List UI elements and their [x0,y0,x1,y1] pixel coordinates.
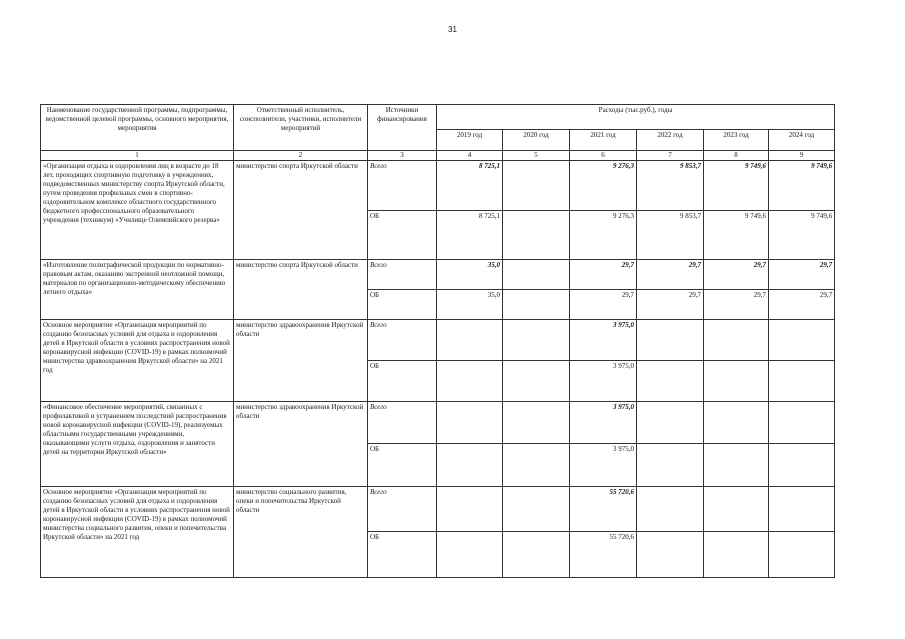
value-2020-ob [503,290,570,320]
source-total-label: Всего [368,320,437,361]
value-2021-ob: 55 720,6 [570,532,637,578]
header-responsible: Ответственный исполнитель, соисполнители, участники, исполнители мероприятий [234,105,368,151]
value-2020-total [503,161,570,211]
source-ob-label: ОБ [368,532,437,578]
activity-name: «Финансовое обеспечение мероприятий, связанных с профилактикой и устранением последствий распространения новой коронавирусной инфекции (COVID-19), реализуемых областными государственными учреждениями, оказывающими услуги отдыха, оздоровления и занятости детей на территории Иркутской области» [41,402,234,487]
responsible-executor: министерство здравоохранения Иркутской области [234,402,368,487]
value-2021-total: 55 720,6 [570,487,637,532]
value-2019-ob: 35,0 [437,290,503,320]
value-2024-ob [769,532,835,578]
source-total-label: Всего [368,161,437,211]
source-total-label: Всего [368,402,437,444]
column-number: 1 [41,151,234,161]
value-2021-ob: 9 276,3 [570,211,637,260]
header-year: 2023 год [704,130,769,151]
value-2021-total: 3 975,0 [570,402,637,444]
activity-name: «Изготовление полиграфической продукции по нормативно-правовым актам, оказанию экстренной неотложной помощи, материалов по организационно-методическому обеспечению летнего отдыха» [41,260,234,320]
table-row [41,260,835,290]
value-2019-ob [437,444,503,487]
value-2022-ob: 9 853,7 [637,211,704,260]
value-2020-ob [503,361,570,402]
value-2022-ob [637,361,704,402]
value-2024-ob: 29,7 [769,290,835,320]
column-number: 2 [234,151,368,161]
value-2021-total: 3 975,0 [570,320,637,361]
value-2022-total: 29,7 [637,260,704,290]
responsible-executor: министерство здравоохранения Иркутской области [234,320,368,402]
value-2023-total [704,402,769,444]
source-total-label: Всего [368,260,437,290]
value-2021-ob: 3 975,0 [570,444,637,487]
source-ob-label: ОБ [368,444,437,487]
responsible-executor: министерство спорта Иркутской области [234,260,368,320]
value-2023-ob [704,532,769,578]
table-row [41,161,835,211]
value-2022-ob [637,532,704,578]
value-2022-total [637,487,704,532]
value-2019-total: 8 725,1 [437,161,503,211]
header-year: 2024 год [769,130,835,151]
column-number: 4 [437,151,503,161]
value-2024-ob [769,444,835,487]
page-number: 31 [448,25,457,34]
value-2023-ob [704,444,769,487]
column-number: 5 [503,151,570,161]
value-2021-ob: 29,7 [570,290,637,320]
table-row [41,320,835,361]
value-2023-ob: 9 749,6 [704,211,769,260]
value-2024-total: 9 749,6 [769,161,835,211]
source-ob-label: ОБ [368,211,437,260]
value-2023-ob: 29,7 [704,290,769,320]
value-2020-total [503,402,570,444]
value-2024-total [769,402,835,444]
column-number: 9 [769,151,835,161]
value-2020-total [503,487,570,532]
header-year: 2021 год [570,130,637,151]
column-number: 6 [570,151,637,161]
header-sources: Источники финансирования [368,105,437,151]
value-2022-total [637,320,704,361]
column-number: 8 [704,151,769,161]
table-row [41,402,835,444]
value-2021-total: 9 276,3 [570,161,637,211]
value-2022-total: 9 853,7 [637,161,704,211]
expenses-table [40,104,835,578]
table-row [41,487,835,532]
value-2021-ob: 3 975,0 [570,361,637,402]
activity-name: Основное мероприятие «Организация мероприятий по созданию безопасных условий для отдыха и оздоровления детей в Иркутской области в условиях распространения новой коронавирусной инфекции (COVID-19) в рамках полномочий министерства здравоохранения Иркутской области» на 2021 год [41,320,234,402]
value-2022-total [637,402,704,444]
activity-name: Основное мероприятие «Организация мероприятий по созданию безопасных условий для отдыха и оздоровления детей в Иркутской области в условиях распространения новой коронавирусной инфекции (COVID-19) в рамках полномочий министерства социального развития, опеки и попечительства Иркутской области» на 2021 год [41,487,234,578]
value-2020-ob [503,532,570,578]
value-2023-total: 9 749,6 [704,161,769,211]
source-ob-label: ОБ [368,290,437,320]
value-2019-ob [437,532,503,578]
value-2019-total [437,320,503,361]
value-2019-total [437,402,503,444]
value-2020-total [503,260,570,290]
value-2023-total: 29,7 [704,260,769,290]
source-ob-label: ОБ [368,361,437,402]
value-2019-ob [437,361,503,402]
value-2019-total: 35,0 [437,260,503,290]
source-total-label: Всего [368,487,437,532]
value-2019-total [437,487,503,532]
value-2023-ob [704,361,769,402]
value-2019-ob: 8 725,1 [437,211,503,260]
header-name: Наименование государственной программы, подпрограммы, ведомственной целевой программы, основного мероприятия, мероприятия [41,105,234,151]
column-number: 7 [637,151,704,161]
responsible-executor: министерство социального развития, опеки и попечительства Иркутской области [234,487,368,578]
header-expenses: Расходы (тыс.руб.), годы [437,105,835,130]
value-2023-total [704,320,769,361]
header-year: 2022 год [637,130,704,151]
value-2020-ob [503,444,570,487]
value-2024-total [769,487,835,532]
responsible-executor: министерство спорта Иркутской области [234,161,368,260]
value-2024-ob [769,361,835,402]
value-2020-ob [503,211,570,260]
value-2024-total: 29,7 [769,260,835,290]
value-2023-total [704,487,769,532]
value-2024-ob: 9 749,6 [769,211,835,260]
value-2022-ob [637,444,704,487]
column-number: 3 [368,151,437,161]
value-2022-ob: 29,7 [637,290,704,320]
value-2021-total: 29,7 [570,260,637,290]
value-2020-total [503,320,570,361]
header-year: 2020 год [503,130,570,151]
activity-name: «Организация отдыха и оздоровления лиц в возрасте до 18 лет, проходящих спортивную подготовку в учреждениях, подведомственных министерству спорта Иркутской области, путем проведения профильных смен в спортивно-оздоровительном комплексе областного государственного бюджетного профессионального образовательного учреждения (техникум) «Училище Олимпийского резерва» [41,161,234,260]
header-year: 2019 год [437,130,503,151]
value-2024-total [769,320,835,361]
